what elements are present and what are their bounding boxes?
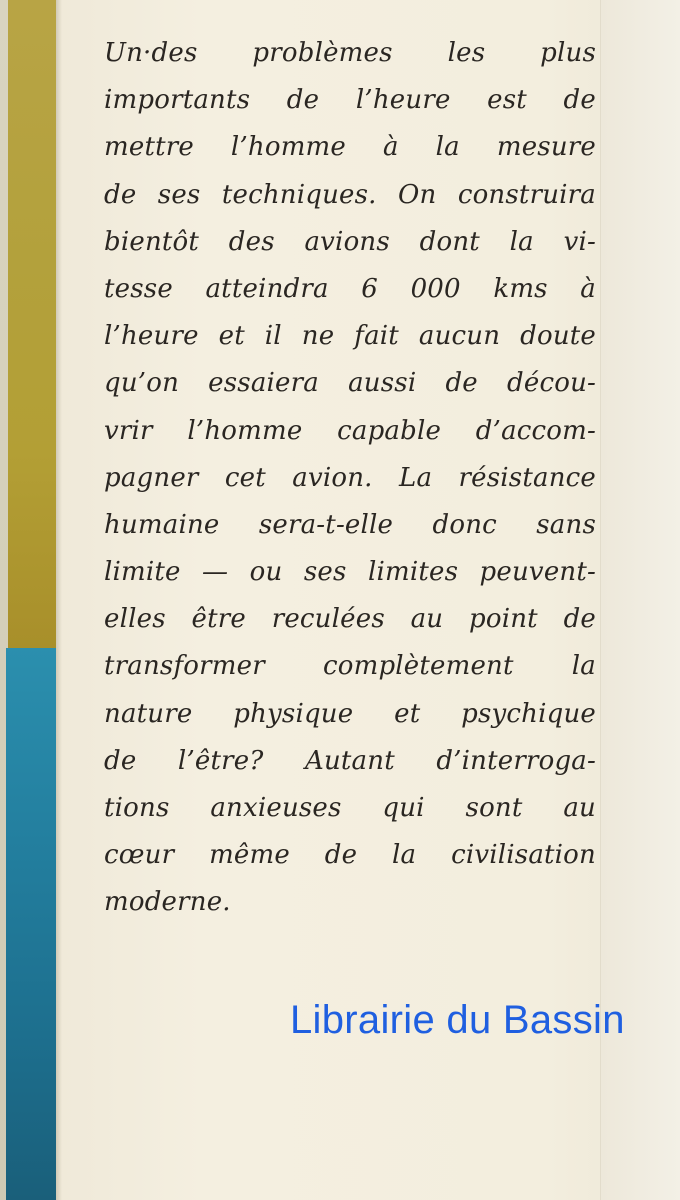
spine-shadow <box>56 0 62 1200</box>
paragraph-line: pagner cet avion. La résistance <box>104 462 596 493</box>
spine-blue-section <box>6 648 56 1200</box>
paragraph-line: de ses techniques. On construira <box>104 179 596 210</box>
paragraph-line: cœur même de la civilisation <box>104 840 596 871</box>
paragraph-line: elles être reculées au point de <box>104 604 596 635</box>
paragraph-line: qu’on essaiera aussi de décou- <box>104 368 596 399</box>
paragraph-line: humaine sera-t-elle donc sans <box>104 509 596 540</box>
paragraph-line: transformer complètement la <box>104 651 596 682</box>
color-spine-band <box>0 0 58 1200</box>
seller-watermark: Librairie du Bassin <box>290 998 625 1042</box>
blurb-paragraph <box>104 30 596 927</box>
paragraph-line: de l’être? Autant d’interroga- <box>104 745 596 776</box>
spine-yellow-section <box>8 0 56 648</box>
paragraph-line: vrir l’homme capable d’accom- <box>104 415 596 446</box>
paragraph-line: l’heure et il ne fait aucun doute <box>104 321 596 352</box>
paragraph-line: importants de l’heure est de <box>104 85 596 116</box>
paragraph-line: Un·des problèmes les plus <box>104 38 596 68</box>
paragraph-line: tions anxieuses qui sont au <box>104 793 596 823</box>
paragraph-line: mettre l’homme à la mesure <box>104 132 596 163</box>
paragraph-line: moderne. <box>104 887 231 918</box>
paragraph-line: limite — ou ses limites peuvent- <box>104 557 596 588</box>
paragraph-line: bientôt des avions dont la vi- <box>104 226 596 257</box>
paragraph-line: nature physique et psychique <box>104 698 596 729</box>
paragraph-line: tesse atteindra 6 000 kms à <box>104 273 596 304</box>
